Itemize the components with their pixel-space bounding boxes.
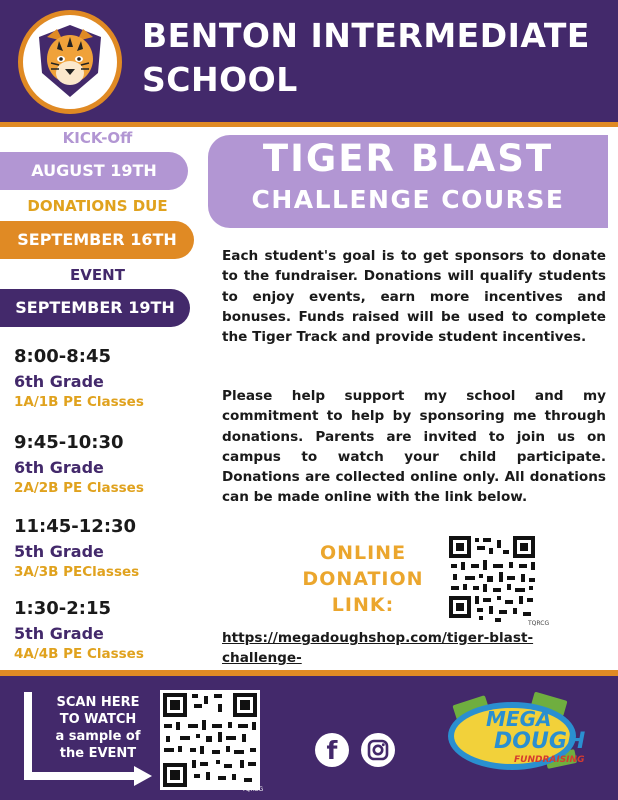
- school-name: [142, 14, 612, 102]
- schedule-grade: 5th Grade: [14, 542, 104, 561]
- event-video-qr-code[interactable]: [160, 690, 260, 790]
- tiger-head-icon: [23, 15, 117, 109]
- scan-line4: the EVENT: [59, 746, 137, 761]
- donation-link-line1[interactable]: https://megadoughshop.com/tiger-blast-challenge-: [222, 630, 534, 666]
- schedule-classes: 4A/4B PE Classes: [14, 646, 144, 662]
- online-donation-label: [283, 540, 443, 618]
- schedule-grade: 6th Grade: [14, 372, 104, 391]
- schedule-classes: 2A/2B PE Classes: [14, 480, 144, 496]
- schedule-time: 9:45-10:30: [14, 432, 124, 453]
- event-title-line1: TIGER BLAST: [262, 137, 554, 180]
- description-paragraph: Each student's goal is to get sponsors to donate to the fundraiser. Donations will qualify students to enjoy events, earn more incentives and bonuses. Funds raised will be used to complete the Tiger Track and provide student incentives.: [222, 248, 606, 346]
- scan-line2: TO WATCH: [59, 712, 137, 727]
- schedule-grade: 5th Grade: [14, 624, 104, 643]
- kickoff-date: AUGUST 19TH: [0, 152, 188, 190]
- facebook-icon[interactable]: f: [326, 736, 338, 765]
- donation-label-line1: ONLINE: [319, 542, 407, 564]
- instagram-icon[interactable]: [361, 733, 395, 767]
- donation-qr-caption: TQRCG: [528, 620, 550, 627]
- logo-text-fundraising: FUNDRAISING: [514, 755, 585, 765]
- logo-text-dough: DOUGH: [494, 729, 586, 754]
- donation-label-line3: LINK:: [331, 594, 395, 616]
- scan-instructions: [42, 694, 154, 762]
- school-name-line1: BENTON INTERMEDIATE: [142, 16, 590, 55]
- schedule-time: 11:45-12:30: [14, 516, 137, 537]
- kickoff-label: KICK-Off: [62, 129, 133, 147]
- donation-qr-code[interactable]: [447, 534, 537, 624]
- header-divider: [0, 122, 618, 127]
- donations-due-label: DONATIONS DUE: [27, 197, 168, 215]
- mega-dough-logo: [436, 690, 586, 786]
- donations-due-date: SEPTEMBER 16TH: [0, 221, 194, 259]
- appeal-paragraph: Please help support my school and my commitment to help by sponsoring me through donations. Parents are invited to join us on campus to watch your child participate. Donations are collected online only. All donations can be made online with the link below.: [222, 388, 606, 506]
- donation-label-line2: DONATION: [302, 568, 424, 590]
- schedule-grade: 6th Grade: [14, 458, 104, 477]
- schedule-time: 8:00-8:45: [14, 346, 112, 367]
- scan-line1: SCAN HERE: [56, 695, 140, 710]
- event-qr-caption: TQRCG: [242, 786, 264, 793]
- scan-line3: a sample of: [55, 729, 141, 744]
- school-name-line2: SCHOOL: [142, 60, 298, 99]
- event-title-line2: CHALLENGE COURSE: [251, 185, 565, 214]
- schedule-classes: 3A/3B PEClasses: [14, 564, 140, 580]
- schedule-classes: 1A/1B PE Classes: [14, 394, 144, 410]
- schedule-time: 1:30-2:15: [14, 598, 112, 619]
- event-label: EVENT: [70, 266, 125, 284]
- logo-text-mega: MEGA: [486, 707, 552, 731]
- event-date: SEPTEMBER 19TH: [0, 289, 190, 327]
- tiger-logo: [18, 10, 122, 114]
